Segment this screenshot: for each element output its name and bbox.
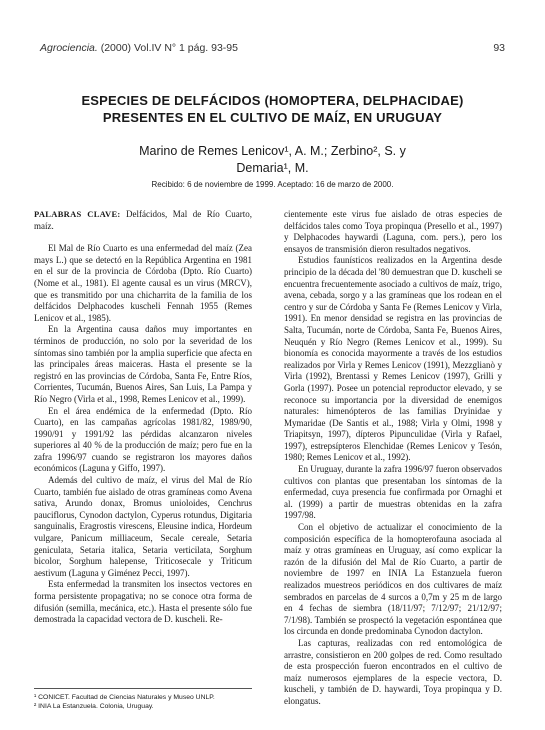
authors-line-2: Demaria¹, M.: [236, 161, 309, 175]
running-header: [40, 42, 505, 58]
left-column: [34, 209, 252, 626]
authors-line-1: Marino de Remes Lenicov¹, A. M.; Zerbino², S. y: [139, 144, 406, 158]
paragraph: En la Argentina causa daños muy importantes en términos de producción, no solo por la severidad de los síntomas sino también por la amplia superficie que afecta en las principales áreas maiceras. Hasta el presente se la registró en las provincias de Córdoba, Santa Fe, Entre Ríos, Corrientes, Tucumán, Buenos Aires, San Luis, La Pampa y Río Negro (Virla et al., 1998, Remes Lenicov et al., 1999).: [34, 324, 252, 404]
paragraph: El Mal de Río Cuarto es una enfermedad del maíz (Zea mays L.) que se detectó en la República Argentina en 1981 en el sur de la provincia de Córdoba (Dpto. Río Cuarto) (Nome et al., 1981). El agente causal es un virus (MRCV), que es transmitido por una chicharrita de la familia de los delfácidos Delphacodes kuscheli Fennah 1955 (Remes Lenicov et al., 1985).: [34, 243, 252, 323]
citation-info: (2000) Vol.IV N° 1 pág. 93-95: [100, 42, 238, 54]
paragraph: Estudios faunísticos realizados en la Argentina desde principio de la década del '80 demuestran que D. kuscheli se encuentra frecuentemente asociado a cultivos de maíz, trigo, avena, cebada, sorgo y a las gramíneas que los rodean en el centro y sur de Córdoba y Santa Fe (Remes Lenicov y Virla, 1991). En menor densidad se registra en las provincias de Salta, Tucumán, norte de Córdoba, Santa Fe, Buenos Aires, Neuquén y Río Negro (Remes Lenicov et al., 1999). Su bionomía es conocida mayormente a través de los estudios realizados por Virla y Remes Lenicov (1991), Mezzglianò y Virla (1992), Brentassi y Remes Lenicov (1997), Grilli y Gorla (1997). Posee un potencial reproductor elevado, y se reconoce su importancia por la diversidad de enemigos naturales: himenópteros de las familias Dryinidae y Mymaridae (De Santis et al., 1988; Virla y Olmi, 1998 y Triapitsyn, 1997), dípteros Pipunculidae (Virla y Rafael, 1997), estrepsípteros Elenchidae (Remes Lenicov y Tesón, 1980; Remes Lenicov et al., 1992).: [284, 255, 502, 463]
keywords-label: PALABRAS CLAVE:: [34, 209, 121, 219]
journal-citation: [40, 42, 238, 54]
footnotes: [34, 688, 252, 711]
footnote-2: ² INIA La Estanzuela. Colonia, Uruguay.: [34, 703, 154, 710]
paragraph: Esta enfermedad la transmiten los insectos vectores en forma persistente propagativa; no se conoce otra forma de difusión (semilla, mecánica, etc.). Hasta el presente sólo fue demostrada la capacidad vectora de D. kuscheli. Re-: [34, 579, 252, 625]
title-line-2: PRESENTES EN EL CULTIVO DE MAÍZ, EN URUGUAY: [102, 110, 443, 125]
right-column: [284, 209, 502, 708]
paragraph: Además del cultivo de maíz, el virus del Mal de Río Cuarto, también fue aislado de otras gramíneas como Avena sativa, Arundo donax, Bromus unioloides, Cenchrus pauciflorus, Cynodon dactylon, Cyperus rotundus, Digitaria sanguinalis, Eragrostis virescens, Eleusine indica, Hordeum vulgare, Panicum milliaceum, Secale cereale, Setaria geniculata, Setaria italica, Setaria verticilata, Sorghum bicolor, Sorghum halepense, Triticosecale y Triticum aestivum (Laguna y Giménez Pecci, 1997).: [34, 475, 252, 578]
paragraph: En Uruguay, durante la zafra 1996/97 fueron observados cultivos con plantas que presentaban los síntomas de la enfermedad, cuya presencia fue confirmada por Ornaghi et al. (1999) a partir de muestras obtenidas en la zafra 1997/98.: [284, 464, 502, 521]
title-line-1: ESPECIES DE DELFÁCIDOS (HOMOPTERA, DELPHACIDAE): [81, 93, 464, 108]
paragraph: cientemente este virus fue aislado de otras especies de delfácidos tales como Toya propinqua (Presello et al., 1997) y Delphacodes haywardi (Laguna, com. pers.), pero los ensayos de transmisión dieron resultados negativos.: [284, 209, 502, 254]
keywords-text: Delfácidos, Mal de Río Cuarto, maíz.: [34, 209, 253, 231]
received-date: Recibido: 6 de noviembre de 1999. Aceptado: 16 de marzo de 2000.: [151, 180, 394, 189]
page-number: 93: [493, 42, 505, 54]
footnote-1: ¹ CONICET. Facultad de Ciencias Naturales y Museo UNLP.: [34, 694, 215, 701]
paragraph: En el área endémica de la enfermedad (Dpto. Río Cuarto), en las campañas agrícolas 1981/82, 1989/90, 1990/91 y 1991/92 las pérdidas alcanzaron niveles superiores al 40 % de la producción de maíz; pero fue en la zafra 1996/97 cuando se registraron los mayores daños económicos (Laguna y Giffo, 1997).: [34, 405, 252, 474]
paragraph: Las capturas, realizadas con red entomológica de arrastre, consistieron en 200 golpes de red. Como resultado de esta prospección fueron encontrados en el cultivo de maíz numerosos ejemplares de la especie vectora, D. kuscheli, y también de D. haywardi, Toya propinqua y D. elongatus.: [284, 637, 502, 706]
journal-name: Agrociencia.: [40, 42, 98, 54]
author-list: [60, 143, 485, 177]
paragraph: Con el objetivo de actualizar el conocimiento de la composición específica de la homopterofauna asociada al maíz y otras gramíneas en Uruguay, así como explicar la razón de la difusión del Mal de Río Cuarto, a partir de noviembre de 1997 en INIA La Estanzuela fueron realizados muestreos periódicos en dos cultivares de maíz sembrados en parcelas de 4 surcos a 0,7m y 25 m de largo en 4 fechas de siembra (18/11/97; 7/12/97; 21/12/97; 7/1/98). También se prospectó la vegetación espontánea que los circunda en donde predominaba Cynodon dactylon.: [284, 522, 502, 637]
article-title: [30, 92, 515, 126]
keywords: [34, 209, 252, 232]
